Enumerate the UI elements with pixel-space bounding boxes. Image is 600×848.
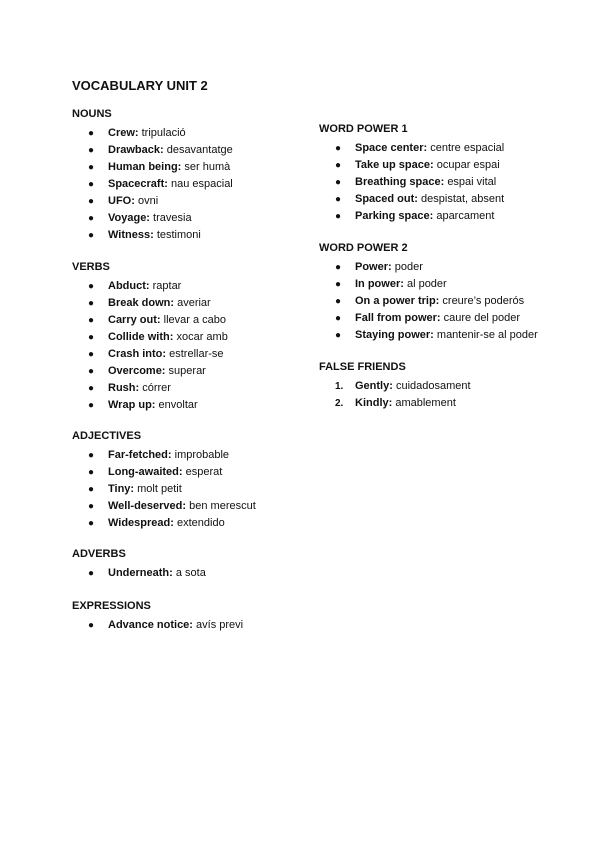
bullet-icon: ● [88,298,95,309]
vocab-translation: xocar amb [176,331,228,343]
bullet-icon: ● [88,501,95,512]
vocab-term: Long-awaited: [108,466,183,478]
list-item [72,125,332,142]
section-nouns [72,107,332,244]
vocab-term: Space center: [355,142,428,154]
vocab-translation: molt petit [137,483,182,495]
bullet-icon: ● [88,128,95,139]
vocab-term: Break down: [108,297,175,309]
bullet-icon: ● [335,194,342,205]
section-adverbs [72,547,332,582]
vocab-translation: despistat, absent [421,193,505,205]
list-item [72,346,332,363]
bullet-icon: ● [88,281,95,292]
vocab-translation: esperat [185,466,223,478]
vocab-term: Kindly: [355,397,393,409]
vocab-translation: creure’s poderós [442,295,525,307]
bullet-icon: ● [88,568,95,579]
list-item [72,227,332,244]
vocab-term: Spacecraft: [108,178,168,190]
vocabulary-list [72,447,332,532]
vocab-translation: ben merescut [189,500,256,512]
vocab-term: Spaced out: [355,193,418,205]
vocab-translation: travesia [153,212,192,224]
vocab-translation: cuidadosament [395,380,471,392]
list-item [319,327,579,344]
bullet-icon: ● [88,518,95,529]
vocab-term: Staying power: [355,329,434,341]
vocabulary-list [319,140,579,225]
vocab-term: Drawback: [108,144,164,156]
vocab-term: Tiny: [108,483,135,495]
list-item [72,329,332,346]
section-adjectives [72,429,332,532]
vocab-translation: centre espacial [430,142,505,154]
list-item [319,395,579,412]
list-item [72,447,332,464]
bullet-icon: ● [335,330,342,341]
list-item [72,380,332,397]
vocab-translation: tripulació [141,127,186,139]
vocab-translation: caure del poder [443,312,521,324]
bullet-icon: ● [335,262,342,273]
list-number: 1. [335,381,344,392]
section-heading: NOUNS [72,108,112,120]
section-heading: ADVERBS [72,548,126,560]
vocab-term: Voyage: [108,212,150,224]
section-word-power-1 [319,122,579,225]
vocab-translation: testimoni [156,229,201,241]
section-expressions [72,599,332,634]
bullet-icon: ● [335,279,342,290]
section-heading: ADJECTIVES [72,430,142,442]
bullet-icon: ● [88,349,95,360]
list-item [72,159,332,176]
bullet-icon: ● [335,313,342,324]
list-item [319,310,579,327]
list-item [72,565,332,582]
list-item [319,140,579,157]
vocab-translation: nau espacial [170,178,233,190]
list-item [72,397,332,414]
section-heading: VERBS [72,261,110,273]
vocabulary-list [72,278,332,414]
vocab-term: Parking space: [355,210,434,222]
list-item [72,295,332,312]
bullet-icon: ● [88,620,95,631]
section-heading: WORD POWER 2 [319,242,408,254]
page-title: VOCABULARY UNIT 2 [72,78,208,93]
bullet-icon: ● [335,143,342,154]
vocab-term: Crew: [108,127,139,139]
list-item [72,312,332,329]
list-item [72,498,332,515]
section-word-power-2 [319,241,579,344]
bullet-icon: ● [88,383,95,394]
vocab-translation: llevar a cabo [163,314,226,326]
vocab-translation: raptar [152,280,182,292]
vocab-term: Collide with: [108,331,174,343]
bullet-icon: ● [88,484,95,495]
bullet-icon: ● [88,400,95,411]
list-item [319,378,579,395]
vocabulary-list [72,617,332,634]
section-heading: WORD POWER 1 [319,123,408,135]
vocab-translation: córrer [142,382,171,394]
vocabulary-list [72,565,332,582]
list-item [72,617,332,634]
vocab-term: Breathing space: [355,176,445,188]
vocab-term: UFO: [108,195,135,207]
bullet-icon: ● [88,315,95,326]
bullet-icon: ● [88,332,95,343]
vocab-translation: al poder [406,278,447,290]
list-item [319,157,579,174]
list-item [319,174,579,191]
bullet-icon: ● [335,177,342,188]
vocab-translation: ocupar espai [436,159,500,171]
vocab-translation: mantenir-se al poder [436,329,538,341]
vocab-translation: ovni [137,195,159,207]
section-verbs [72,260,332,414]
vocab-term: Human being: [108,161,182,173]
vocab-term: Abduct: [108,280,150,292]
vocab-term: Widespread: [108,517,174,529]
list-item [72,142,332,159]
bullet-icon: ● [88,196,95,207]
vocab-translation: poder [394,261,423,273]
list-item [319,191,579,208]
vocab-translation: a sota [175,567,206,579]
vocab-translation: aparcament [436,210,495,222]
vocab-term: Rush: [108,382,140,394]
bullet-icon: ● [88,162,95,173]
vocab-translation: avís previ [196,619,244,631]
vocab-term: Carry out: [108,314,161,326]
vocab-term: Wrap up: [108,399,156,411]
list-item [72,363,332,380]
vocab-term: Power: [355,261,392,273]
vocabulary-list [72,125,332,244]
list-number: 2. [335,398,344,409]
vocab-translation: ser humà [184,161,231,173]
bullet-icon: ● [88,366,95,377]
bullet-icon: ● [335,211,342,222]
vocab-translation: superar [168,365,206,377]
section-heading: EXPRESSIONS [72,600,151,612]
vocab-translation: estrellar-se [169,348,224,360]
list-item [319,208,579,225]
vocab-term: Witness: [108,229,154,241]
vocabulary-list [319,259,579,344]
bullet-icon: ● [88,450,95,461]
section-false-friends [319,360,579,412]
vocab-translation: improbable [174,449,230,461]
vocab-translation: envoltar [158,399,198,411]
bullet-icon: ● [88,179,95,190]
vocab-translation: amablement [395,397,456,409]
vocab-term: Take up space: [355,159,434,171]
list-item [72,464,332,481]
vocab-translation: extendido [176,517,225,529]
vocab-term: Fall from power: [355,312,441,324]
section-heading: FALSE FRIENDS [319,361,406,373]
list-item [72,278,332,295]
vocabulary-list [319,378,579,412]
vocab-term: Gently: [355,380,393,392]
vocab-translation: averiar [177,297,211,309]
list-item [319,259,579,276]
vocab-term: On a power trip: [355,295,440,307]
list-item [319,276,579,293]
bullet-icon: ● [88,145,95,156]
list-item [319,293,579,310]
bullet-icon: ● [88,213,95,224]
vocab-term: In power: [355,278,404,290]
list-item [72,515,332,532]
vocab-term: Well-deserved: [108,500,187,512]
vocab-term: Overcome: [108,365,166,377]
vocab-translation: desavantatge [166,144,233,156]
bullet-icon: ● [335,160,342,171]
list-item [72,481,332,498]
vocab-term: Crash into: [108,348,167,360]
bullet-icon: ● [88,230,95,241]
bullet-icon: ● [88,467,95,478]
vocab-term: Far-fetched: [108,449,172,461]
list-item [72,210,332,227]
list-item [72,193,332,210]
vocab-translation: espai vital [447,176,497,188]
list-item [72,176,332,193]
vocab-term: Underneath: [108,567,173,579]
bullet-icon: ● [335,296,342,307]
vocab-term: Advance notice: [108,619,193,631]
